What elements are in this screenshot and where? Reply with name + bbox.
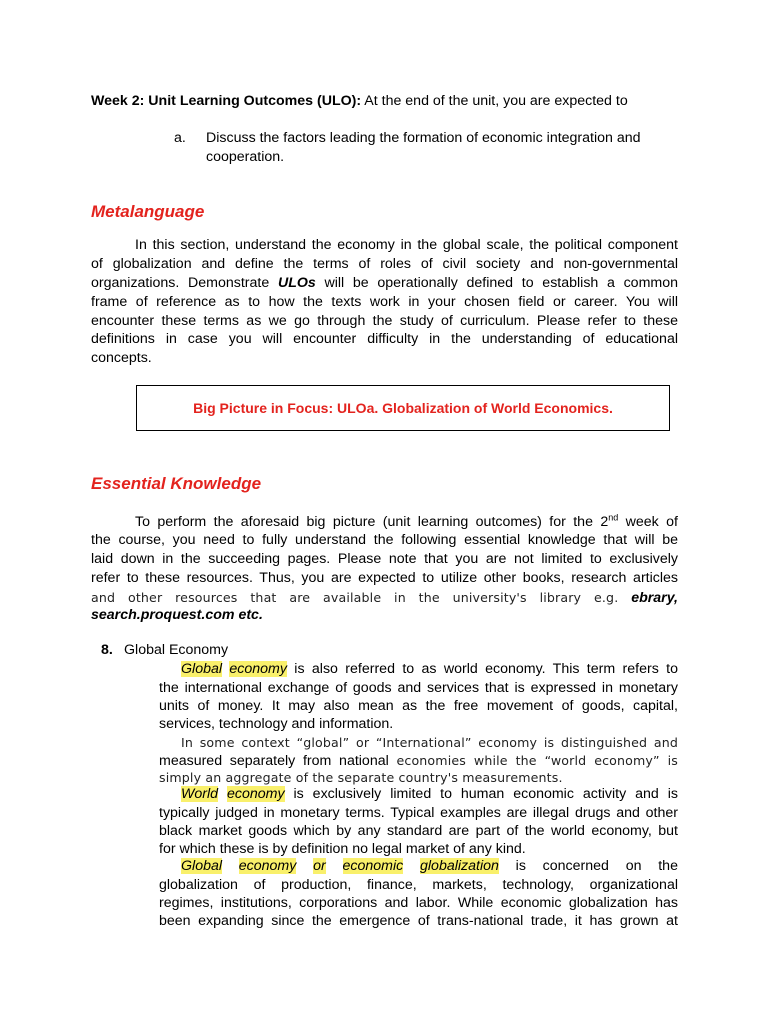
essential-line-2 [91,531,678,550]
p4-text-1 [181,857,678,876]
p3-line-2 [159,804,678,823]
metalanguage-text-4: frame of reference as to how the texts work in your chosen field or career. You will [91,294,678,310]
metalanguage-text-5: encounter these terms as we go through the study of curriculum. Please refer to these [91,313,678,329]
essential-text-3: laid down in the succeeding pages. Please note that you are not limited to exclusively [91,551,678,567]
objective-line-1: Discuss the factors leading the formation of economic integration and [206,130,641,146]
p1-line-3 [159,697,678,716]
p4-text-2: globalization of production, finance, markets, technology, organizational [159,877,678,893]
p1-line-1 [181,660,678,679]
objective-line-2: cooperation. [206,149,285,165]
p1-text-2: the international exchange of goods and services that is expressed in monetary [159,680,678,696]
metalanguage-line-4 [91,293,678,312]
essential-line-6 [91,606,263,625]
big-picture-box [136,385,670,431]
p1-text-1 [181,660,678,679]
metalanguage-heading: Metalanguage [91,202,205,221]
p3-text-1-rest: is exclusively limited to human economic activity and is [284,786,678,802]
essential-line-5 [91,588,678,608]
p4-line-2 [159,876,678,895]
essential-line-1 [135,513,678,532]
highlight-economic: economic [342,858,404,874]
p2-text-1: In some context “global” or “International” economy is distinguished and [181,735,678,750]
objective-text [206,129,676,167]
p2-text-2a: measured separately from national [159,753,397,769]
p1-line-4: services, technology and information. [159,716,394,732]
metalanguage-line-7: concepts. [91,350,152,366]
highlight-economy-2: economy [227,786,285,802]
p3-text-3: black market goods which by any standard are part of the world economy, but [159,823,678,839]
highlight-global: Global [181,661,223,677]
highlight-economy-3: economy [238,858,297,874]
item-label: Global Economy [124,642,229,658]
item-number: 8. [101,642,113,658]
ebrary-reference: ebrary, [631,590,678,606]
essential-text-4: refer to these resources. Thus, you are expected to utilize other books, research articles [91,570,678,586]
metalanguage-line-2 [91,255,678,274]
objective-label: a. [174,130,186,146]
essential-line-3 [91,550,678,569]
p2-text-2b: economies while the “world economy” is [396,753,678,768]
highlight-or: or [313,858,326,874]
essential-knowledge-heading: Essential Knowledge [91,474,262,493]
metalanguage-line-5 [91,312,678,331]
metalanguage-text-3 [91,274,678,293]
essential-text-1b: week of [618,514,678,530]
metalanguage-text-1: In this section, understand the economy in the global scale, the political component [135,237,678,253]
essential-text-1a: To perform the aforesaid big picture (unit learning outcomes) for the 2 [135,514,609,530]
highlight-world: World [181,786,219,802]
metalanguage-text-6: definitions in case you will encounter difficulty in the understanding of educational [91,331,678,347]
p3-line-3 [159,822,678,841]
metalanguage-text-3c: will be operationally defined to establish a common [315,275,678,291]
p3-line-4: for which these is by definition no legal market of any kind. [159,841,526,857]
p1-text-3: units of money. It may also mean as the free movement of goods, capital, [159,698,678,714]
proquest-reference: search.proquest.com etc. [91,607,263,623]
essential-text-5a: and other resources that are available in the university's library e.g. [91,590,632,605]
p4-line-1 [181,857,678,876]
ordinal-suffix: nd [608,512,619,523]
essential-text-5 [91,588,678,608]
p2-text-3: simply an aggregate of the separate country's measurements. [159,770,563,785]
essential-text-2: the course, you need to fully understand the following essential knowledge that will be [91,532,678,548]
p1-line-2 [159,679,678,698]
p3-line-1 [181,785,678,804]
week-title: Week 2: Unit Learning Outcomes (ULO): [91,93,362,109]
p4-line-3 [159,894,678,913]
metalanguage-text-3a: organizations. Demonstrate [91,275,278,291]
p3-text-2: typically judged in monetary terms. Typical examples are illegal drugs and other [159,805,678,821]
highlight-economy: economy [229,661,287,677]
highlight-global-2: Global [181,858,223,874]
week-intro: At the end of the unit, you are expected to [361,93,628,109]
metalanguage-text-2: of globalization and define the terms of roles of civil society and non-governmental [91,256,678,272]
p4-text-3: regimes, institutions, corporations and labor. While economic globalization has [159,895,678,911]
week-ulo-line [91,92,628,111]
p2-line-1 [181,733,678,752]
highlight-globalization: globalization [420,858,499,874]
essential-line-4 [91,569,678,588]
metalanguage-line-1 [135,236,678,255]
p4-text-1-rest: is concerned on the [515,858,678,874]
p4-text-4: been expanding since the emergence of trans-national trade, it has grown at [159,913,678,929]
p3-text-1 [181,785,678,804]
essential-text-1 [135,513,678,532]
big-picture-title: Big Picture in Focus: ULOa. Globalization of World Economics. [193,400,613,416]
ulos-term: ULOs [277,275,316,291]
metalanguage-line-3 [91,274,678,293]
metalanguage-line-6 [91,330,678,349]
p4-line-4 [159,912,678,931]
p1-text-1-rest: is also referred to as world economy. This term refers to [286,661,678,677]
